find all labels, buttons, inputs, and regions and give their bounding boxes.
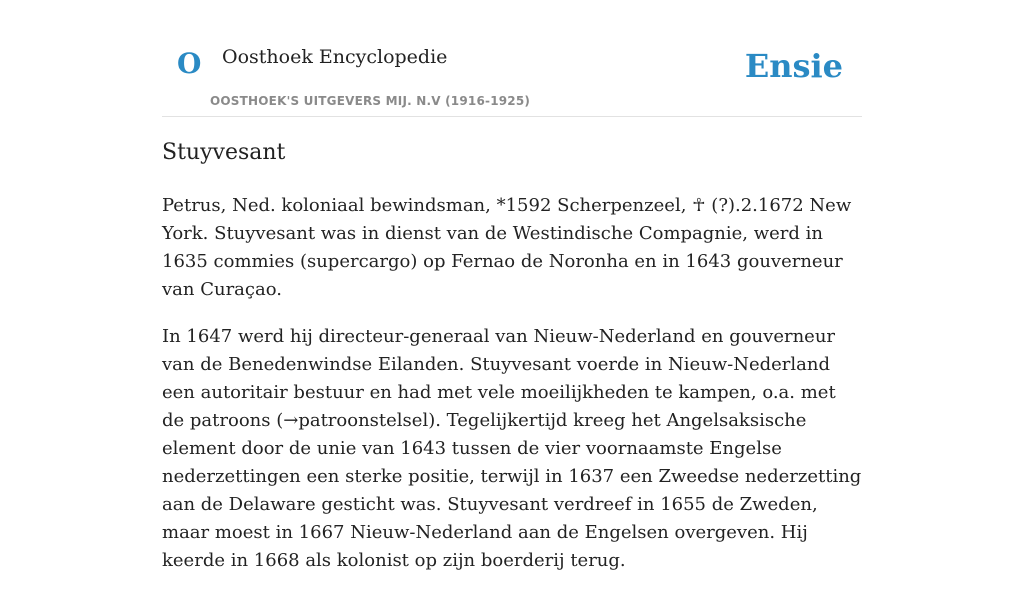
ensie-brand-link[interactable]: Ensie (744, 47, 843, 85)
entry-body (162, 192, 862, 594)
publisher-subtitle: OOSTHOEK'S UITGEVERS MIJ. N.V (1916-1925) (210, 94, 531, 108)
content-container (162, 0, 862, 571)
entry-paragraph: Petrus, Ned. koloniaal bewindsman, *1592 Scherpenzeel, ☥ (?).2.1672 New York. Stuyvesant was in dienst van de Westindische Compagnie, werd in 1635 commies (supercargo) op Fernao de Noronha en in 1643 gouverneur van Curaçao. (162, 195, 852, 300)
site-header (162, 0, 862, 117)
entry-paragraph: In 1647 werd hij directeur-generaal van Nieuw-Nederland en gouverneur van de Benedenwindse Eilanden. Stuyvesant voerde in Nieuw-Nederland een autoritair bestuur en had met vele moeilijkheden te kampen, o.a. met de patroons (→patroonstelsel). Tegelijkertijd kreeg het Angelsaksische element door de unie van 1643 tussen de vier voornaamste Engelse nederzettingen een sterke positie, terwijl in 1637 een Zweedse nederzetting aan de Delaware gesticht was. Stuyvesant verdreef in 1655 de Zweden, maar moest in 1667 Nieuw-Nederland aan de Engelsen overgeven. Hij keerde in 1668 als kolonist op zijn boerderij terug. (162, 326, 862, 571)
encyclopedia-logo-link[interactable]: O (177, 47, 202, 80)
encyclopedia-title: Oosthoek Encyclopedie (222, 46, 448, 68)
entry-title: Stuyvesant (162, 140, 286, 165)
